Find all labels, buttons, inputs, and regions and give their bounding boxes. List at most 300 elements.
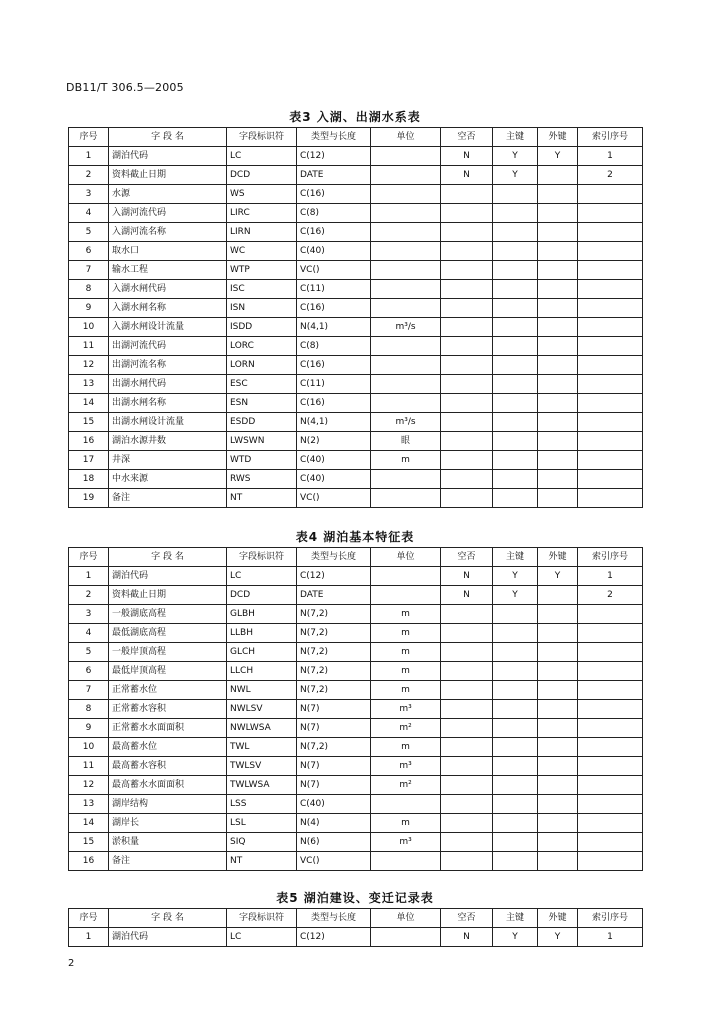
index-cell: 1 — [69, 567, 109, 586]
index-order-cell — [578, 242, 643, 261]
field-id-cell: RWS — [227, 470, 297, 489]
field-name-cell: 出湖水闸名称 — [109, 394, 227, 413]
unit-cell: m — [371, 738, 441, 757]
field-name-cell: 水源 — [109, 185, 227, 204]
index-order-cell — [578, 814, 643, 833]
type-length-cell: N(7,2) — [297, 738, 371, 757]
table-row — [69, 204, 643, 223]
index-cell: 4 — [69, 204, 109, 223]
field-id-cell: ESC — [227, 375, 297, 394]
type-length-cell: N(7) — [297, 757, 371, 776]
unit-cell — [371, 394, 441, 413]
type-length-cell: VC() — [297, 261, 371, 280]
unit-cell: m — [371, 681, 441, 700]
type-length-cell: N(4,1) — [297, 413, 371, 432]
index-order-cell: 1 — [578, 147, 643, 166]
foreign-key-cell — [538, 776, 578, 795]
column-header-foreign-key: 外键 — [538, 548, 578, 567]
index-cell: 14 — [69, 814, 109, 833]
field-id-cell: ISDD — [227, 318, 297, 337]
table-row — [69, 681, 643, 700]
nullable-cell — [441, 776, 493, 795]
field-name-cell: 正常蓄水位 — [109, 681, 227, 700]
field-id-cell: LC — [227, 928, 297, 947]
field-id-cell: LC — [227, 567, 297, 586]
table-row — [69, 776, 643, 795]
field-id-cell: TWLSV — [227, 757, 297, 776]
index-order-cell: 2 — [578, 166, 643, 185]
type-length-cell: VC() — [297, 489, 371, 508]
type-length-cell: N(7) — [297, 719, 371, 738]
nullable-cell: N — [441, 567, 493, 586]
primary-key-cell — [493, 776, 538, 795]
index-cell: 6 — [69, 242, 109, 261]
index-cell: 7 — [69, 681, 109, 700]
index-cell: 5 — [69, 643, 109, 662]
foreign-key-cell — [538, 280, 578, 299]
index-order-cell — [578, 413, 643, 432]
table5-header-row — [69, 909, 643, 928]
nullable-cell — [441, 413, 493, 432]
field-name-cell: 最高蓄水水面面积 — [109, 776, 227, 795]
index-cell: 7 — [69, 261, 109, 280]
standard-id: DB11/T 306.5—2005 — [66, 81, 184, 94]
table-row — [69, 586, 643, 605]
type-length-cell: C(11) — [297, 375, 371, 394]
field-name-cell: 入湖河流代码 — [109, 204, 227, 223]
field-id-cell: LLBH — [227, 624, 297, 643]
field-id-cell: NWLWSA — [227, 719, 297, 738]
field-name-cell: 备注 — [109, 852, 227, 871]
index-cell: 9 — [69, 299, 109, 318]
unit-cell: m² — [371, 776, 441, 795]
table-row — [69, 261, 643, 280]
unit-cell — [371, 356, 441, 375]
column-header-type-length: 类型与长度 — [297, 128, 371, 147]
field-name-cell: 出湖河流代码 — [109, 337, 227, 356]
primary-key-cell — [493, 662, 538, 681]
field-name-cell: 备注 — [109, 489, 227, 508]
type-length-cell: N(7,2) — [297, 681, 371, 700]
type-length-cell: N(2) — [297, 432, 371, 451]
nullable-cell — [441, 681, 493, 700]
primary-key-cell — [493, 681, 538, 700]
column-header-type-length: 类型与长度 — [297, 548, 371, 567]
table-row — [69, 852, 643, 871]
index-cell: 13 — [69, 795, 109, 814]
field-id-cell: LSS — [227, 795, 297, 814]
foreign-key-cell — [538, 470, 578, 489]
table-row — [69, 432, 643, 451]
unit-cell — [371, 928, 441, 947]
nullable-cell — [441, 719, 493, 738]
table-row — [69, 928, 643, 947]
primary-key-cell — [493, 814, 538, 833]
type-length-cell: C(40) — [297, 451, 371, 470]
index-order-cell — [578, 318, 643, 337]
index-order-cell — [578, 432, 643, 451]
foreign-key-cell — [538, 833, 578, 852]
foreign-key-cell — [538, 166, 578, 185]
type-length-cell: N(4,1) — [297, 318, 371, 337]
index-cell: 11 — [69, 757, 109, 776]
type-length-cell: C(16) — [297, 356, 371, 375]
primary-key-cell — [493, 204, 538, 223]
table-row — [69, 700, 643, 719]
field-name-cell: 湖泊代码 — [109, 928, 227, 947]
index-cell: 3 — [69, 605, 109, 624]
field-name-cell: 淤积量 — [109, 833, 227, 852]
nullable-cell — [441, 204, 493, 223]
unit-cell — [371, 280, 441, 299]
type-length-cell: DATE — [297, 586, 371, 605]
type-length-cell: C(16) — [297, 185, 371, 204]
primary-key-cell — [493, 375, 538, 394]
index-cell: 14 — [69, 394, 109, 413]
column-header-primary-key: 主键 — [493, 128, 538, 147]
column-header-field-id: 字段标识符 — [227, 128, 297, 147]
primary-key-cell — [493, 299, 538, 318]
index-order-cell — [578, 261, 643, 280]
nullable-cell — [441, 261, 493, 280]
table-row — [69, 356, 643, 375]
column-header-field-name: 字 段 名 — [109, 548, 227, 567]
index-order-cell — [578, 757, 643, 776]
table-row — [69, 814, 643, 833]
index-order-cell: 1 — [578, 567, 643, 586]
table5-caption: 表5 湖泊建设、变迁记录表 — [276, 891, 434, 905]
unit-cell — [371, 185, 441, 204]
field-name-cell: 入湖水闸设计流量 — [109, 318, 227, 337]
nullable-cell — [441, 337, 493, 356]
field-id-cell: SIQ — [227, 833, 297, 852]
nullable-cell — [441, 814, 493, 833]
foreign-key-cell — [538, 223, 578, 242]
index-cell: 1 — [69, 147, 109, 166]
field-name-cell: 湖岸长 — [109, 814, 227, 833]
index-cell: 6 — [69, 662, 109, 681]
unit-cell — [371, 337, 441, 356]
index-cell: 15 — [69, 413, 109, 432]
table-row — [69, 337, 643, 356]
primary-key-cell: Y — [493, 567, 538, 586]
primary-key-cell — [493, 242, 538, 261]
index-cell: 4 — [69, 624, 109, 643]
type-length-cell: VC() — [297, 852, 371, 871]
field-name-cell: 正常蓄水容积 — [109, 700, 227, 719]
type-length-cell: N(7) — [297, 776, 371, 795]
index-cell: 16 — [69, 852, 109, 871]
primary-key-cell — [493, 261, 538, 280]
index-order-cell — [578, 852, 643, 871]
type-length-cell: C(12) — [297, 928, 371, 947]
field-name-cell: 最高蓄水容积 — [109, 757, 227, 776]
type-length-cell: N(7,2) — [297, 643, 371, 662]
foreign-key-cell — [538, 432, 578, 451]
primary-key-cell — [493, 643, 538, 662]
nullable-cell — [441, 356, 493, 375]
nullable-cell: N — [441, 147, 493, 166]
table-row — [69, 605, 643, 624]
foreign-key-cell — [538, 662, 578, 681]
primary-key-cell — [493, 795, 538, 814]
table4 — [68, 547, 643, 871]
index-order-cell — [578, 662, 643, 681]
field-id-cell: ESN — [227, 394, 297, 413]
nullable-cell — [441, 605, 493, 624]
index-cell: 15 — [69, 833, 109, 852]
column-header-index-order: 索引序号 — [578, 909, 643, 928]
foreign-key-cell — [538, 318, 578, 337]
nullable-cell — [441, 624, 493, 643]
field-name-cell: 入湖水闸名称 — [109, 299, 227, 318]
primary-key-cell — [493, 757, 538, 776]
type-length-cell: C(8) — [297, 337, 371, 356]
field-id-cell: GLBH — [227, 605, 297, 624]
foreign-key-cell — [538, 605, 578, 624]
primary-key-cell — [493, 833, 538, 852]
unit-cell — [371, 567, 441, 586]
table5 — [68, 908, 643, 947]
column-header-index: 序号 — [69, 548, 109, 567]
primary-key-cell — [493, 738, 538, 757]
index-order-cell — [578, 624, 643, 643]
field-id-cell: NWLSV — [227, 700, 297, 719]
table-row — [69, 662, 643, 681]
table-row — [69, 738, 643, 757]
field-id-cell: WC — [227, 242, 297, 261]
unit-cell: m — [371, 643, 441, 662]
field-name-cell: 井深 — [109, 451, 227, 470]
primary-key-cell — [493, 451, 538, 470]
type-length-cell: N(7,2) — [297, 662, 371, 681]
field-name-cell: 中水来源 — [109, 470, 227, 489]
table-row — [69, 451, 643, 470]
field-id-cell: LC — [227, 147, 297, 166]
type-length-cell: C(16) — [297, 223, 371, 242]
field-id-cell: TWL — [227, 738, 297, 757]
column-header-index: 序号 — [69, 909, 109, 928]
field-name-cell: 一般湖底高程 — [109, 605, 227, 624]
primary-key-cell — [493, 280, 538, 299]
table3-header-row — [69, 128, 643, 147]
unit-cell: m — [371, 605, 441, 624]
primary-key-cell: Y — [493, 147, 538, 166]
field-id-cell: LIRN — [227, 223, 297, 242]
type-length-cell: C(16) — [297, 394, 371, 413]
table-row — [69, 242, 643, 261]
table-row — [69, 833, 643, 852]
field-id-cell: GLCH — [227, 643, 297, 662]
index-order-cell — [578, 337, 643, 356]
field-name-cell: 资料截止日期 — [109, 166, 227, 185]
index-order-cell — [578, 605, 643, 624]
nullable-cell: N — [441, 586, 493, 605]
field-id-cell: ISN — [227, 299, 297, 318]
nullable-cell — [441, 700, 493, 719]
field-name-cell: 正常蓄水水面面积 — [109, 719, 227, 738]
column-header-primary-key: 主键 — [493, 909, 538, 928]
primary-key-cell — [493, 605, 538, 624]
foreign-key-cell: Y — [538, 928, 578, 947]
page-number: 2 — [68, 958, 75, 969]
index-cell: 10 — [69, 738, 109, 757]
index-order-cell — [578, 356, 643, 375]
unit-cell — [371, 166, 441, 185]
primary-key-cell — [493, 719, 538, 738]
foreign-key-cell — [538, 185, 578, 204]
primary-key-cell — [493, 337, 538, 356]
foreign-key-cell — [538, 394, 578, 413]
field-name-cell: 取水口 — [109, 242, 227, 261]
field-id-cell: WTD — [227, 451, 297, 470]
column-header-field-name: 字 段 名 — [109, 909, 227, 928]
index-cell: 17 — [69, 451, 109, 470]
index-cell: 12 — [69, 776, 109, 795]
type-length-cell: N(7,2) — [297, 624, 371, 643]
index-cell: 1 — [69, 928, 109, 947]
index-cell: 18 — [69, 470, 109, 489]
foreign-key-cell — [538, 413, 578, 432]
foreign-key-cell — [538, 681, 578, 700]
table-row — [69, 166, 643, 185]
nullable-cell — [441, 223, 493, 242]
type-length-cell: N(7) — [297, 700, 371, 719]
field-id-cell: WS — [227, 185, 297, 204]
unit-cell — [371, 586, 441, 605]
type-length-cell: N(6) — [297, 833, 371, 852]
column-header-foreign-key: 外键 — [538, 909, 578, 928]
unit-cell: m³ — [371, 700, 441, 719]
field-name-cell: 最高蓄水位 — [109, 738, 227, 757]
type-length-cell: N(4) — [297, 814, 371, 833]
foreign-key-cell — [538, 356, 578, 375]
index-cell: 10 — [69, 318, 109, 337]
table-row — [69, 318, 643, 337]
primary-key-cell: Y — [493, 586, 538, 605]
foreign-key-cell — [538, 375, 578, 394]
type-length-cell: C(16) — [297, 299, 371, 318]
index-order-cell — [578, 185, 643, 204]
type-length-cell: C(40) — [297, 242, 371, 261]
index-order-cell — [578, 700, 643, 719]
foreign-key-cell — [538, 624, 578, 643]
unit-cell: m³ — [371, 833, 441, 852]
column-header-field-id: 字段标识符 — [227, 909, 297, 928]
table-row — [69, 280, 643, 299]
nullable-cell — [441, 489, 493, 508]
index-order-cell — [578, 719, 643, 738]
nullable-cell — [441, 852, 493, 871]
field-name-cell: 最低湖底高程 — [109, 624, 227, 643]
table-row — [69, 147, 643, 166]
foreign-key-cell — [538, 738, 578, 757]
index-order-cell — [578, 470, 643, 489]
nullable-cell — [441, 643, 493, 662]
column-header-unit: 单位 — [371, 909, 441, 928]
primary-key-cell — [493, 394, 538, 413]
foreign-key-cell — [538, 852, 578, 871]
table-row — [69, 489, 643, 508]
unit-cell: m³/s — [371, 413, 441, 432]
unit-cell — [371, 223, 441, 242]
column-header-field-id: 字段标识符 — [227, 548, 297, 567]
primary-key-cell — [493, 223, 538, 242]
type-length-cell: C(12) — [297, 147, 371, 166]
table-row — [69, 624, 643, 643]
column-header-unit: 单位 — [371, 128, 441, 147]
table4-caption: 表4 湖泊基本特征表 — [295, 530, 415, 544]
nullable-cell — [441, 795, 493, 814]
primary-key-cell — [493, 470, 538, 489]
nullable-cell — [441, 451, 493, 470]
primary-key-cell — [493, 413, 538, 432]
table-row — [69, 223, 643, 242]
index-cell: 16 — [69, 432, 109, 451]
unit-cell: m — [371, 624, 441, 643]
unit-cell — [371, 261, 441, 280]
field-id-cell: DCD — [227, 586, 297, 605]
table3-caption: 表3 入湖、出湖水系表 — [289, 110, 421, 124]
field-name-cell: 湖泊水源井数 — [109, 432, 227, 451]
foreign-key-cell — [538, 586, 578, 605]
field-id-cell: NT — [227, 852, 297, 871]
column-header-nullable: 空否 — [441, 128, 493, 147]
index-order-cell — [578, 833, 643, 852]
unit-cell — [371, 489, 441, 508]
nullable-cell — [441, 318, 493, 337]
primary-key-cell — [493, 624, 538, 643]
table-row — [69, 719, 643, 738]
table3 — [68, 127, 643, 508]
foreign-key-cell — [538, 757, 578, 776]
foreign-key-cell: Y — [538, 147, 578, 166]
field-id-cell: LIRC — [227, 204, 297, 223]
nullable-cell — [441, 662, 493, 681]
column-header-nullable: 空否 — [441, 548, 493, 567]
unit-cell — [371, 470, 441, 489]
index-cell: 8 — [69, 700, 109, 719]
nullable-cell: N — [441, 928, 493, 947]
foreign-key-cell — [538, 814, 578, 833]
unit-cell: 眼 — [371, 432, 441, 451]
table-row — [69, 185, 643, 204]
primary-key-cell — [493, 852, 538, 871]
primary-key-cell — [493, 700, 538, 719]
unit-cell: m³/s — [371, 318, 441, 337]
field-name-cell: 湖泊代码 — [109, 567, 227, 586]
unit-cell: m² — [371, 719, 441, 738]
unit-cell — [371, 204, 441, 223]
index-order-cell — [578, 738, 643, 757]
field-name-cell: 入湖水闸代码 — [109, 280, 227, 299]
index-order-cell — [578, 375, 643, 394]
foreign-key-cell — [538, 719, 578, 738]
foreign-key-cell — [538, 299, 578, 318]
field-id-cell: ESDD — [227, 413, 297, 432]
index-order-cell: 1 — [578, 928, 643, 947]
table-row — [69, 470, 643, 489]
column-header-index: 序号 — [69, 128, 109, 147]
column-header-foreign-key: 外键 — [538, 128, 578, 147]
column-header-nullable: 空否 — [441, 909, 493, 928]
field-id-cell: LWSWN — [227, 432, 297, 451]
nullable-cell — [441, 757, 493, 776]
unit-cell — [371, 795, 441, 814]
index-order-cell — [578, 643, 643, 662]
foreign-key-cell — [538, 489, 578, 508]
index-order-cell — [578, 204, 643, 223]
